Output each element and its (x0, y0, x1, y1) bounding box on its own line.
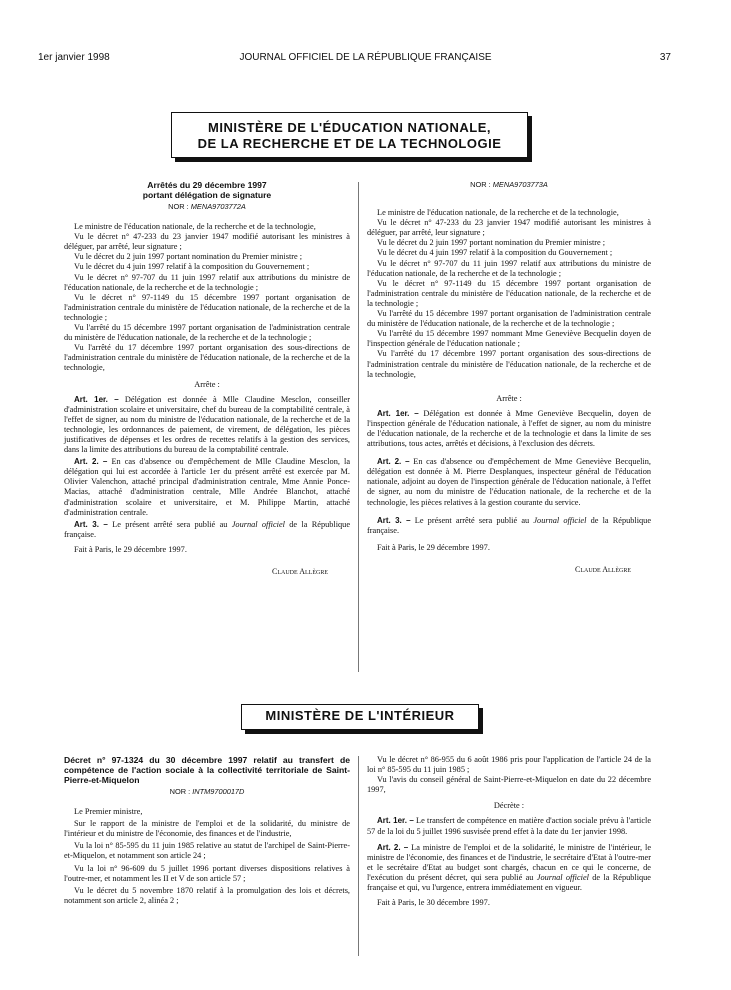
article-1 (367, 816, 651, 836)
paragraph: Vu le décret du 2 juin 1997 portant nomination du Premier ministre ; (377, 238, 606, 248)
paragraph: Sur le rapport de la ministre de l'emploi et de la solidarité, du ministre de l'intérieur et du ministre de l'économie, des finances et de l'industrie, (64, 819, 350, 839)
page-number: 37 (659, 52, 671, 63)
paragraph: Vu l'arrêté du 15 décembre 1997 portant organisation de l'administration centrale du ministère de l'éducation nationale, de la recherche et de la technologie ; (64, 323, 350, 343)
article-label: Art. 1er. – (377, 408, 419, 418)
article-text: Le présent arrêté sera publié au (414, 515, 534, 525)
article-text: Le présent arrêté sera publié au (112, 519, 232, 529)
arrete1-title-line1: Arrêtés du 29 décembre 1997 (147, 180, 267, 190)
paragraph: Vu l'arrêté du 15 décembre 1997 portant organisation de l'administration centrale du ministère de l'éducation nationale, de la recherche et de la technologie ; (367, 309, 651, 329)
paragraph: Vu l'arrêté du 17 décembre 1997 portant organisation des sous-directions de l'administration centrale du ministère de l'éducation nationale, de la recherche et de la technologie, (367, 349, 651, 379)
arrete-heading: Arrête : (496, 393, 522, 403)
article-label: Art. 2. – (74, 457, 108, 467)
nor-code: MENA9703772A (190, 202, 246, 211)
article-text: La ministre de l'emploi et de la solidarité, le ministre de l'intérieur, le ministre de l'économie, des finances et de l'industrie, le secrétaire d'Etat à l'outre-mer et le secrétaire d'Etat au budget sont chargés, chacun en ce qui le concerne, de l'exécution du présent décret, qui sera publié au (367, 842, 652, 882)
paragraph: Vu le décret n° 97-1149 du 15 décembre 1997 portant organisation de l'administration centrale du ministère de l'éducation nationale, de la recherche et de la technologie ; (64, 292, 350, 322)
nor-label: NOR : (470, 180, 491, 189)
header-date: 1er janvier 1998 (38, 52, 110, 63)
column-divider (358, 756, 359, 956)
article-3 (367, 516, 651, 536)
nor-label: NOR : (169, 787, 191, 796)
article-text: Le transfert de compétence en matière d'action sociale prévu à l'article 57 de la loi du 5 juillet 1996 susvisée prend effet à la date du 1er janvier 1998. (367, 816, 652, 836)
journal-officiel-italic: Journal officiel (536, 872, 589, 882)
paragraph: Vu l'arrêté du 17 décembre 1997 portant organisation des sous-directions de l'administration centrale du ministère de l'éducation nationale, de la recherche et de la technologie, (64, 343, 350, 373)
signature: Claude Allègre (575, 564, 631, 574)
article-3 (64, 520, 350, 540)
paragraph: Vu la loi n° 96-609 du 5 juillet 1996 portant diverses dispositions relatives à l'outre-mer, et notamment les II et V de son article 57 ; (64, 863, 350, 883)
article-label: Art. 1er. – (377, 816, 414, 826)
journal-officiel-italic: Journal officiel (231, 519, 285, 529)
paragraph: Le Premier ministre, (74, 807, 143, 817)
nor-code: MENA9703773A (492, 180, 548, 189)
paragraph: Vu le décret n° 47-233 du 23 janvier 1947 modifié autorisant les ministres à déléguer, par arrêté, leur signature ; (367, 218, 651, 238)
paragraph: Vu l'avis du conseil général de Saint-Pierre-et-Miquelon en date du 22 décembre 1997, (367, 775, 651, 795)
article-text: de la République française et qui, vu l'urgence, entrera immédiatement en vigueur. (367, 872, 651, 893)
paragraph: Vu le décret n° 97-707 du 11 juin 1997 relatif aux attributions du ministre de l'éducation nationale, de la recherche et de la technologie ; (367, 258, 651, 278)
paragraph: Vu le décret du 4 juin 1997 relatif à la composition du Gouvernement ; (377, 248, 613, 258)
ministry-education-box (171, 112, 528, 158)
paragraph: Le ministre de l'éducation nationale, de la recherche et de la technologie, (74, 222, 316, 232)
journal-title: JOURNAL OFFICIEL DE LA RÉPUBLIQUE FRANÇAISE (239, 52, 492, 63)
paragraph: Vu le décret du 4 juin 1997 relatif à la composition du Gouvernement ; (74, 262, 310, 272)
paragraph: Vu le décret du 2 juin 1997 portant nomination du Premier ministre ; (74, 252, 303, 262)
article-1 (367, 409, 651, 449)
article-text: En cas d'absence ou d'empêchement de Mme Geneviève Becquelin, délégation est donnée à M. Pierre Desplanques, inspecteur général de l'éducation nationale, adjoint au doyen de l'inspection générale de l'éducation nationale, à l'effet de signer, au nom du ministre de l'éducation nationale, de la recherche et de la technologie, les pièces relatives à la gestion courante du service. (367, 457, 652, 507)
article-2 (367, 457, 651, 507)
paragraph: Vu le décret n° 47-233 du 23 janvier 1947 modifié autorisant les ministres à déléguer, par arrêté, leur signature ; (64, 232, 350, 252)
decret-nor (64, 787, 350, 797)
paragraph: Le ministre de l'éducation nationale, de la recherche et de la technologie, (377, 208, 619, 218)
nor-label: NOR : (168, 202, 189, 211)
ministry-interior-box: MINISTÈRE DE L'INTÉRIEUR (241, 704, 479, 730)
fait-a-paris: Fait à Paris, le 29 décembre 1997. (74, 544, 187, 554)
ministry-education-line2: DE LA RECHERCHE ET DE LA TECHNOLOGIE (197, 136, 502, 151)
article-text: de la République française. (64, 519, 351, 539)
article-2 (64, 457, 350, 518)
article-label: Art. 3. – (74, 519, 108, 529)
nor-code: INTM9700017D (192, 787, 245, 796)
article-text: Délégation est donnée à Mme Geneviève Becquelin, doyen de l'inspection générale de l'éducation nationale, à l'effet de signer, au nom du ministre de l'éducation nationale, de la recherche et de la technologie et dans la limite de ses attributions, tous actes, arrêtés et décisions, à l'exclusion des décrets. (367, 408, 651, 449)
arrete-heading: Arrête : (194, 379, 220, 389)
journal-officiel-italic: Journal officiel (533, 515, 587, 525)
signature: Claude Allègre (272, 567, 328, 576)
fait-a-paris: Fait à Paris, le 30 décembre 1997. (377, 898, 490, 908)
article-text: Délégation est donnée à Mlle Claudine Mesclon, conseiller d'administration scolaire et universitaire, chef du bureau de la comptabilité centrale, à l'effet de signer, au nom du ministre de l'éducation nationale, de la recherche et de la technologie, les ordonnances de paiement, de virement, de délégation, les pièces justificatives de dépenses et les ordres de recettes relatifs à la gestion des services, dans la limite des attributions du bureau de la comptabilité centrale. (64, 394, 351, 455)
article-1 (64, 395, 350, 456)
decret-right-column (367, 755, 651, 908)
paragraph: Vu la loi n° 85-595 du 11 juin 1985 relative au statut de l'archipel de Saint-Pierre-et-Miquelon, et notamment son article 24 ; (64, 841, 350, 861)
arrete2-column (367, 180, 651, 575)
fait-a-paris: Fait à Paris, le 29 décembre 1997. (377, 542, 490, 552)
arrete2-nor (367, 180, 651, 190)
decrete-heading: Décrète : (493, 801, 525, 811)
article-label: Art. 3. – (377, 515, 411, 525)
paragraph: Vu le décret n° 86-955 du 6 août 1986 pris pour l'application de l'article 24 de la loi n° 85-595 du 11 juin 1985 ; (367, 755, 651, 775)
paragraph: Vu le décret du 5 novembre 1870 relatif à la promulgation des lois et décrets, notamment son article 2, alinéa 2 ; (64, 885, 350, 905)
article-2 (367, 843, 651, 893)
paragraph: Vu le décret n° 97-707 du 11 juin 1997 relatif aux attributions du ministre de l'éducation nationale, de la recherche et de la technologie ; (64, 272, 350, 292)
article-label: Art. 2. – (377, 457, 410, 467)
arrete1-nor (64, 202, 350, 212)
ministry-education-line1: MINISTÈRE DE L'ÉDUCATION NATIONALE, (208, 120, 491, 135)
arrete1-title (64, 180, 350, 200)
arrete1-column (64, 180, 350, 577)
decret-left-column (64, 755, 350, 906)
article-label: Art. 2. – (377, 842, 409, 852)
paragraph: Vu l'arrêté du 15 décembre 1997 nommant Mme Geneviève Becquelin doyen de l'inspection générale de l'éducation nationale ; (367, 329, 651, 349)
decret-title: Décret n° 97-1324 du 30 décembre 1997 relatif au transfert de compétence de l'action sociale à la collectivité territoriale de Saint-Pierre-et-Miquelon (64, 755, 350, 785)
article-text: En cas d'absence ou d'empêchement de Mlle Claudine Mesclon, la délégation qui lui est accordée à l'article 1er du présent arrêté est exercée par M. Olivier Valenchon, attaché principal d'administration centrale, Mme Annie Ponce-Macias, attaché d'administration centrale, Mlle Andrée Blanchot, attaché d'administration scolaire et universitaire, et M. Philippe Martin, attaché d'administration centrale. (64, 457, 351, 517)
paragraph: Vu le décret n° 97-1149 du 15 décembre 1997 portant organisation de l'administration centrale du ministère de l'éducation nationale, de la recherche et de la technologie ; (367, 278, 651, 308)
article-text: de la République française. (367, 515, 652, 535)
article-label: Art. 1er. – (74, 394, 119, 404)
column-divider (358, 182, 359, 672)
arrete1-title-line2: portant délégation de signature (142, 190, 272, 200)
